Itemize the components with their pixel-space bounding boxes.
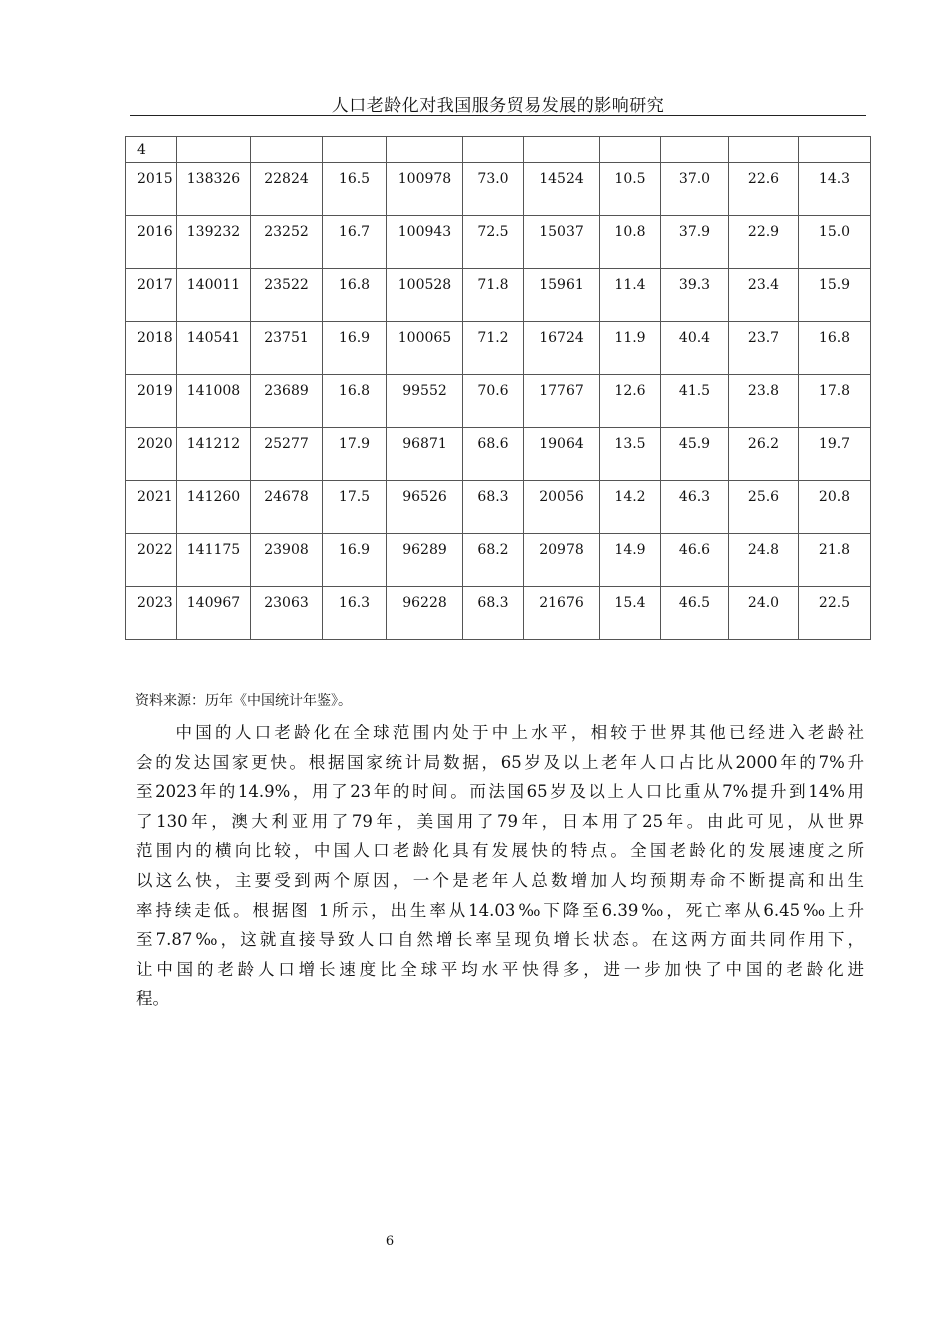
table-cell: 96871 <box>387 428 463 481</box>
table-cell: 16.8 <box>799 322 871 375</box>
table-cell: 19064 <box>524 428 600 481</box>
table-cell: 23.4 <box>729 269 799 322</box>
table-cell: 141175 <box>177 534 251 587</box>
table-cell <box>600 137 661 163</box>
table-cell: 14.3 <box>799 163 871 216</box>
table-cell: 15.0 <box>799 216 871 269</box>
table-cell: 40.4 <box>661 322 729 375</box>
table-cell <box>524 137 600 163</box>
table-cell: 14.9 <box>600 534 661 587</box>
table-source-note: 资料来源：历年《中国统计年鉴》。 <box>135 693 352 709</box>
table-cell: 16.8 <box>323 375 387 428</box>
table-row <box>126 269 871 322</box>
table-row <box>126 216 871 269</box>
table-cell: 19.7 <box>799 428 871 481</box>
table-cell: 141260 <box>177 481 251 534</box>
table-cell <box>661 137 729 163</box>
table-cell: 26.2 <box>729 428 799 481</box>
table-cell: 15.9 <box>799 269 871 322</box>
year-cell: 2016 <box>126 216 177 269</box>
paragraph-line: 以这么快，主要受到两个原因，一个是老年人总数增加人均预期寿命不断提高和出生 <box>136 870 864 890</box>
table-cell: 45.9 <box>661 428 729 481</box>
table-cell: 14.2 <box>600 481 661 534</box>
paragraph-line: 了130年，澳大利亚用了79年，美国用了79年，日本用了25年。由此可见，从世界 <box>136 811 864 831</box>
year-cell: 2019 <box>126 375 177 428</box>
body-paragraph <box>136 718 864 1014</box>
table-row <box>126 428 871 481</box>
table-row <box>126 322 871 375</box>
table-row <box>126 534 871 587</box>
table-cell: 11.4 <box>600 269 661 322</box>
table-row <box>126 587 871 640</box>
table-cell: 68.3 <box>463 587 524 640</box>
year-cell: 2023 <box>126 587 177 640</box>
table-row <box>126 163 871 216</box>
table-cell: 24.0 <box>729 587 799 640</box>
paragraph-line: 程。 <box>136 989 169 1009</box>
population-data-table <box>125 136 871 640</box>
table-cell: 96228 <box>387 587 463 640</box>
table-cell: 12.6 <box>600 375 661 428</box>
table-cell: 68.2 <box>463 534 524 587</box>
table-cell: 46.3 <box>661 481 729 534</box>
table-cell <box>251 137 323 163</box>
table-cell: 24678 <box>251 481 323 534</box>
table-cell <box>729 137 799 163</box>
table-cell: 23.7 <box>729 322 799 375</box>
table-cell: 11.9 <box>600 322 661 375</box>
table-cell: 73.0 <box>463 163 524 216</box>
table-cell: 68.3 <box>463 481 524 534</box>
table-row <box>126 481 871 534</box>
year-cell: 2017 <box>126 269 177 322</box>
table-cell: 15.4 <box>600 587 661 640</box>
table-cell: 23252 <box>251 216 323 269</box>
table-cell: 16.3 <box>323 587 387 640</box>
table-cell: 140011 <box>177 269 251 322</box>
year-cell: 2015 <box>126 163 177 216</box>
table-cell: 22.6 <box>729 163 799 216</box>
table-cell: 13.5 <box>600 428 661 481</box>
table-cell: 140541 <box>177 322 251 375</box>
table-cell: 20.8 <box>799 481 871 534</box>
table-cell: 23751 <box>251 322 323 375</box>
table-cell: 138326 <box>177 163 251 216</box>
table-cell: 70.6 <box>463 375 524 428</box>
table-cell: 15037 <box>524 216 600 269</box>
table-cell: 23908 <box>251 534 323 587</box>
table-cell: 25.6 <box>729 481 799 534</box>
table-cell: 72.5 <box>463 216 524 269</box>
table-cell: 17767 <box>524 375 600 428</box>
paragraph-line: 会的发达国家更快。根据国家统计局数据，65岁及以上老年人口占比从2000年的7%升 <box>136 752 864 772</box>
table-cell: 10.5 <box>600 163 661 216</box>
year-cell: 2021 <box>126 481 177 534</box>
table-cell: 17.8 <box>799 375 871 428</box>
table-cell: 100065 <box>387 322 463 375</box>
paragraph-line: 至2023年的14.9%，用了23年的时间。而法国65岁及以上人口比重从7%提升到14%用 <box>136 782 864 802</box>
table-cell: 141008 <box>177 375 251 428</box>
table-row <box>126 375 871 428</box>
table-cell: 99552 <box>387 375 463 428</box>
table-cell: 71.8 <box>463 269 524 322</box>
table-cell: 96526 <box>387 481 463 534</box>
table-cell: 39.3 <box>661 269 729 322</box>
table-cell: 16.9 <box>323 534 387 587</box>
page-number: 6 <box>385 1234 395 1249</box>
table-cell: 100943 <box>387 216 463 269</box>
table-cell: 23063 <box>251 587 323 640</box>
table-cell: 21.8 <box>799 534 871 587</box>
table-cell <box>799 137 871 163</box>
running-header-title: 人口老龄化对我国服务贸易发展的影响研究 <box>331 96 665 116</box>
table-cell: 23522 <box>251 269 323 322</box>
table-cell: 46.6 <box>661 534 729 587</box>
table-cell: 20978 <box>524 534 600 587</box>
table-cell: 23689 <box>251 375 323 428</box>
table-cell: 140967 <box>177 587 251 640</box>
table-cell: 17.5 <box>323 481 387 534</box>
table-cell: 25277 <box>251 428 323 481</box>
table-cell <box>387 137 463 163</box>
table-cell: 37.0 <box>661 163 729 216</box>
table-cell: 22824 <box>251 163 323 216</box>
table-cell: 15961 <box>524 269 600 322</box>
year-cell: 4 <box>126 137 177 163</box>
year-cell: 2020 <box>126 428 177 481</box>
table-cell: 23.8 <box>729 375 799 428</box>
table-cell: 16.7 <box>323 216 387 269</box>
paragraph-line: 至7.87‰，这就直接导致人口自然增长率呈现负增长状态。在这两方面共同作用下， <box>136 930 864 950</box>
table-cell: 21676 <box>524 587 600 640</box>
table-cell: 41.5 <box>661 375 729 428</box>
paragraph-line: 让中国的老龄人口增长速度比全球平均水平快得多，进一步加快了中国的老龄化进 <box>136 959 864 979</box>
table-cell: 14524 <box>524 163 600 216</box>
table-cell: 17.9 <box>323 428 387 481</box>
table-cell: 100978 <box>387 163 463 216</box>
table-cell: 37.9 <box>661 216 729 269</box>
table-cell <box>323 137 387 163</box>
table-cell: 16.9 <box>323 322 387 375</box>
table-cell: 22.5 <box>799 587 871 640</box>
table-cell: 10.8 <box>600 216 661 269</box>
year-cell: 2018 <box>126 322 177 375</box>
table-cell: 16.5 <box>323 163 387 216</box>
table-cell: 96289 <box>387 534 463 587</box>
year-cell: 2022 <box>126 534 177 587</box>
header-rule <box>130 115 866 116</box>
table-cell: 100528 <box>387 269 463 322</box>
table-cell: 22.9 <box>729 216 799 269</box>
table-cell <box>463 137 524 163</box>
table-cell: 24.8 <box>729 534 799 587</box>
paragraph-line: 中国的人口老龄化在全球范围内处于中上水平，相较于世界其他已经进入老龄社 <box>136 723 864 742</box>
table-cell: 16.8 <box>323 269 387 322</box>
table-row-continued <box>126 137 871 163</box>
table-cell: 20056 <box>524 481 600 534</box>
table-cell: 68.6 <box>463 428 524 481</box>
paragraph-line: 率持续走低。根据图 1所示，出生率从14.03‰下降至6.39‰，死亡率从6.45‰上升 <box>136 900 864 920</box>
table-cell: 141212 <box>177 428 251 481</box>
table-cell: 16724 <box>524 322 600 375</box>
table-cell: 71.2 <box>463 322 524 375</box>
table-cell <box>177 137 251 163</box>
paragraph-line: 范围内的横向比较，中国人口老龄化具有发展快的特点。全国老龄化的发展速度之所 <box>136 841 864 861</box>
table-cell: 139232 <box>177 216 251 269</box>
table-cell: 46.5 <box>661 587 729 640</box>
